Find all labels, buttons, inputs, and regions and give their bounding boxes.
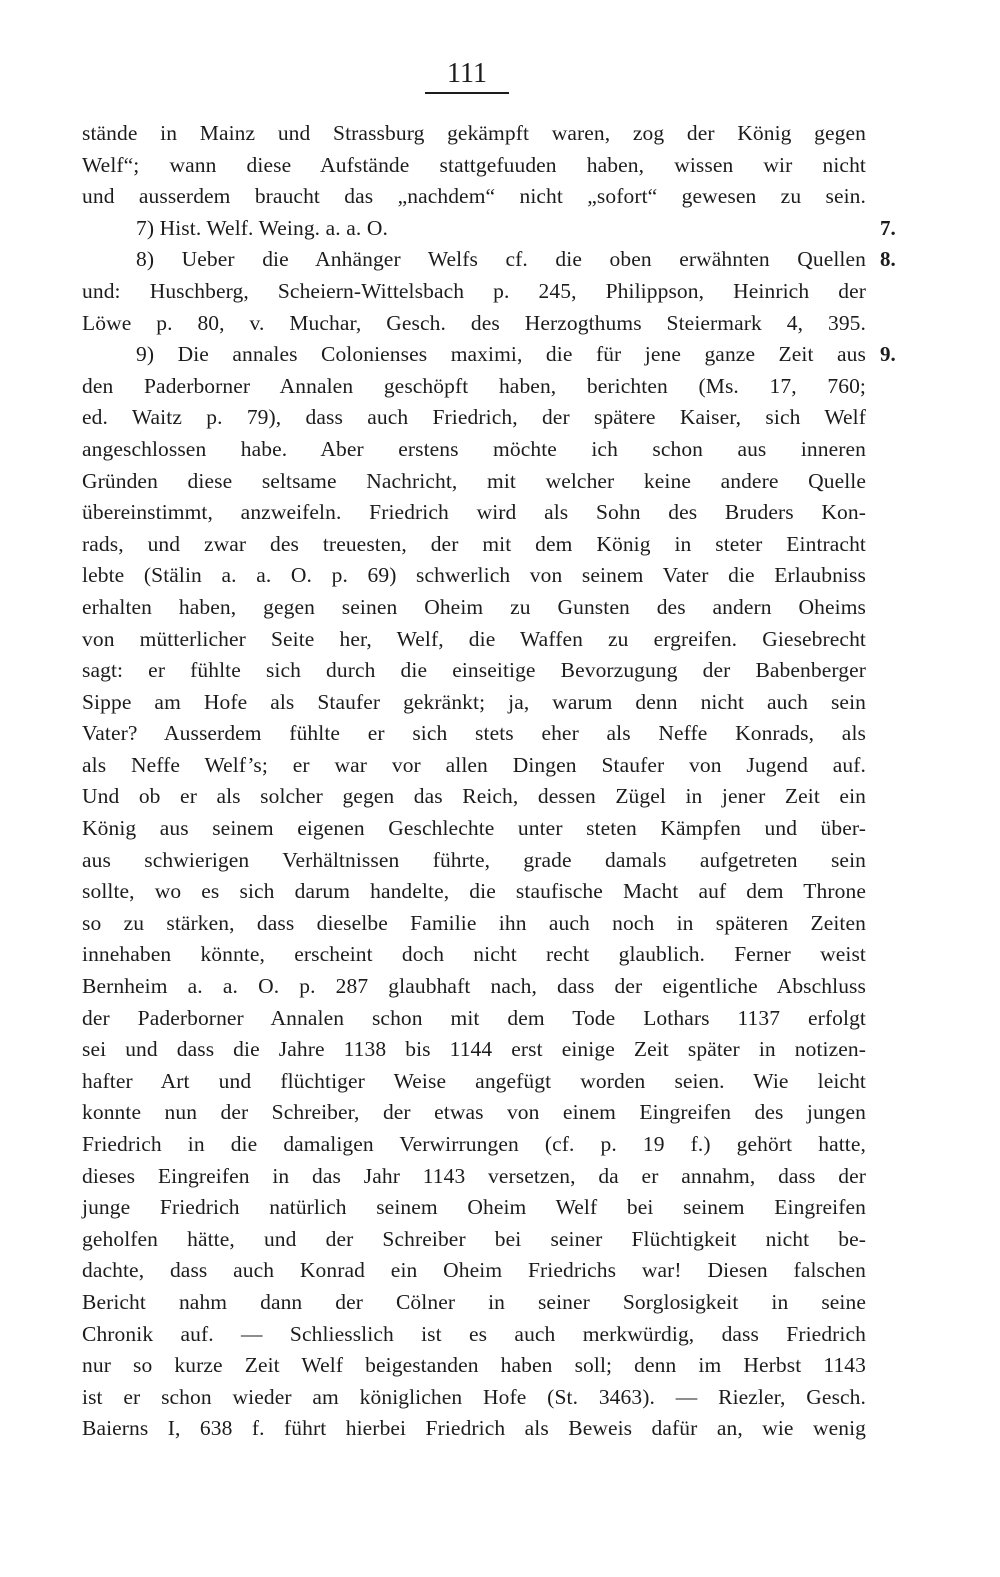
text-line: übereinstimmt, anzweifeln. Friedrich wird als Sohn des Bruders Kon-: [82, 500, 866, 525]
text-line: als Neffe Welf’s; er war vor allen Dingen Staufer von Jugend auf.: [82, 752, 866, 777]
text-line: erhalten haben, gegen seinen Oheim zu Gunsten des andern Oheims: [82, 594, 866, 619]
marginal-note-8: 8.: [880, 247, 896, 272]
text-line: Sippe am Hofe als Staufer gekränkt; ja, warum denn nicht auch sein: [82, 689, 866, 714]
text-line: ed. Waitz p. 79), dass auch Friedrich, der spätere Kaiser, sich Welf: [82, 405, 866, 430]
text-line: dieses Eingreifen in das Jahr 1143 versetzen, da er annahm, dass der: [82, 1163, 866, 1188]
marginal-note-7: 7.: [880, 215, 896, 240]
text-line: den Paderborner Annalen geschöpft haben, berichten (Ms. 17, 760;: [82, 373, 866, 398]
text-line: Chronik auf. — Schliesslich ist es auch merkwürdig, dass Friedrich: [82, 1321, 866, 1346]
text-line: stände in Mainz und Strassburg gekämpft waren, zog der König gegen: [82, 121, 866, 145]
text-line: ist er schon wieder am königlichen Hofe (St. 3463). — Riezler, Gesch.: [82, 1384, 866, 1409]
footnote-9-line: 9) Die annales Colonienses maximi, die für jene ganze Zeit aus: [136, 342, 866, 367]
text-line: Vater? Ausserdem fühlte er sich stets eher als Neffe Konrads, als: [82, 721, 866, 746]
text-line: geholfen hätte, und der Schreiber bei seiner Flüchtigkeit nicht be-: [82, 1226, 866, 1251]
marginal-note-9: 9.: [880, 342, 896, 367]
text-line: Bernheim a. a. O. p. 287 glaubhaft nach, dass der eigentliche Abschluss: [82, 974, 866, 999]
text-line: konnte nun der Schreiber, der etwas von einem Eingreifen des jungen: [82, 1100, 866, 1125]
text-line: dachte, dass auch Konrad ein Oheim Friedrichs war! Diesen falschen: [82, 1258, 866, 1283]
text-line: aus schwierigen Verhältnissen führte, grade damals aufgetreten sein: [82, 847, 866, 872]
text-line: junge Friedrich natürlich seinem Oheim Welf bei seinem Eingreifen: [82, 1195, 866, 1220]
text-line: von mütterlicher Seite her, Welf, die Waffen zu ergreifen. Giesebrecht: [82, 626, 866, 651]
text-line: Bericht nahm dann der Cölner in seiner Sorglosigkeit in seine: [82, 1289, 866, 1314]
text-line: angeschlossen habe. Aber erstens möchte ich schon aus inneren: [82, 436, 866, 461]
text-line: rads, und zwar des treuesten, der mit dem König in steter Eintracht: [82, 531, 866, 556]
text-line: und: Huschberg, Scheiern-Wittelsbach p. 245, Philippson, Heinrich der: [82, 278, 866, 303]
text-line: sei und dass die Jahre 1138 bis 1144 erst einige Zeit später in notizen-: [82, 1037, 866, 1062]
text-line: nur so kurze Zeit Welf beigestanden haben soll; denn im Herbst 1143: [82, 1353, 866, 1378]
text-line: innehaben könnte, erscheint doch nicht recht glaublich. Ferner weist: [82, 942, 866, 967]
text-line: Gründen diese seltsame Nachricht, mit welcher keine andere Quelle: [82, 468, 866, 493]
text-line: König aus seinem eigenen Geschlechte unter steten Kämpfen und über-: [82, 816, 866, 841]
text-line: und ausserdem braucht das „nachdem“ nicht „sofort“ gewesen zu sein.: [82, 184, 866, 209]
text-line: lebte (Stälin a. a. O. p. 69) schwerlich von seinem Vater die Erlaubniss: [82, 563, 866, 588]
text-line: Baierns I, 638 f. führt hierbei Friedrich als Beweis dafür an, wie wenig: [82, 1416, 866, 1441]
text-line: Und ob er als solcher gegen das Reich, dessen Zügel in jener Zeit ein: [82, 784, 866, 809]
page-number: 111: [425, 58, 509, 94]
text-line: sollte, wo es sich darum handelte, die staufische Macht auf dem Throne: [82, 879, 866, 904]
text-line: Welf“; wann diese Aufstände stattgefuuden haben, wissen wir nicht: [82, 152, 866, 177]
text-line: Friedrich in die damaligen Verwirrungen (cf. p. 19 f.) gehört hatte,: [82, 1132, 866, 1156]
footnote-8-line: 8) Ueber die Anhänger Welfs cf. die oben erwähnten Quellen: [136, 247, 866, 272]
text-line: Löwe p. 80, v. Muchar, Gesch. des Herzogthums Steiermark 4, 395.: [82, 310, 866, 335]
footnote-7-line: 7) Hist. Welf. Weing. a. a. O.: [136, 215, 388, 240]
text-line: sagt: er fühlte sich durch die einseitige Bevorzugung der Babenberger: [82, 658, 866, 683]
text-line: so zu stärken, dass dieselbe Familie ihn auch noch in späteren Zeiten: [82, 910, 866, 935]
text-line: der Paderborner Annalen schon mit dem Tode Lothars 1137 erfolgt: [82, 1005, 866, 1030]
text-line: hafter Art und flüchtiger Weise angefügt worden seien. Wie leicht: [82, 1068, 866, 1093]
body-text: [82, 118, 866, 1445]
